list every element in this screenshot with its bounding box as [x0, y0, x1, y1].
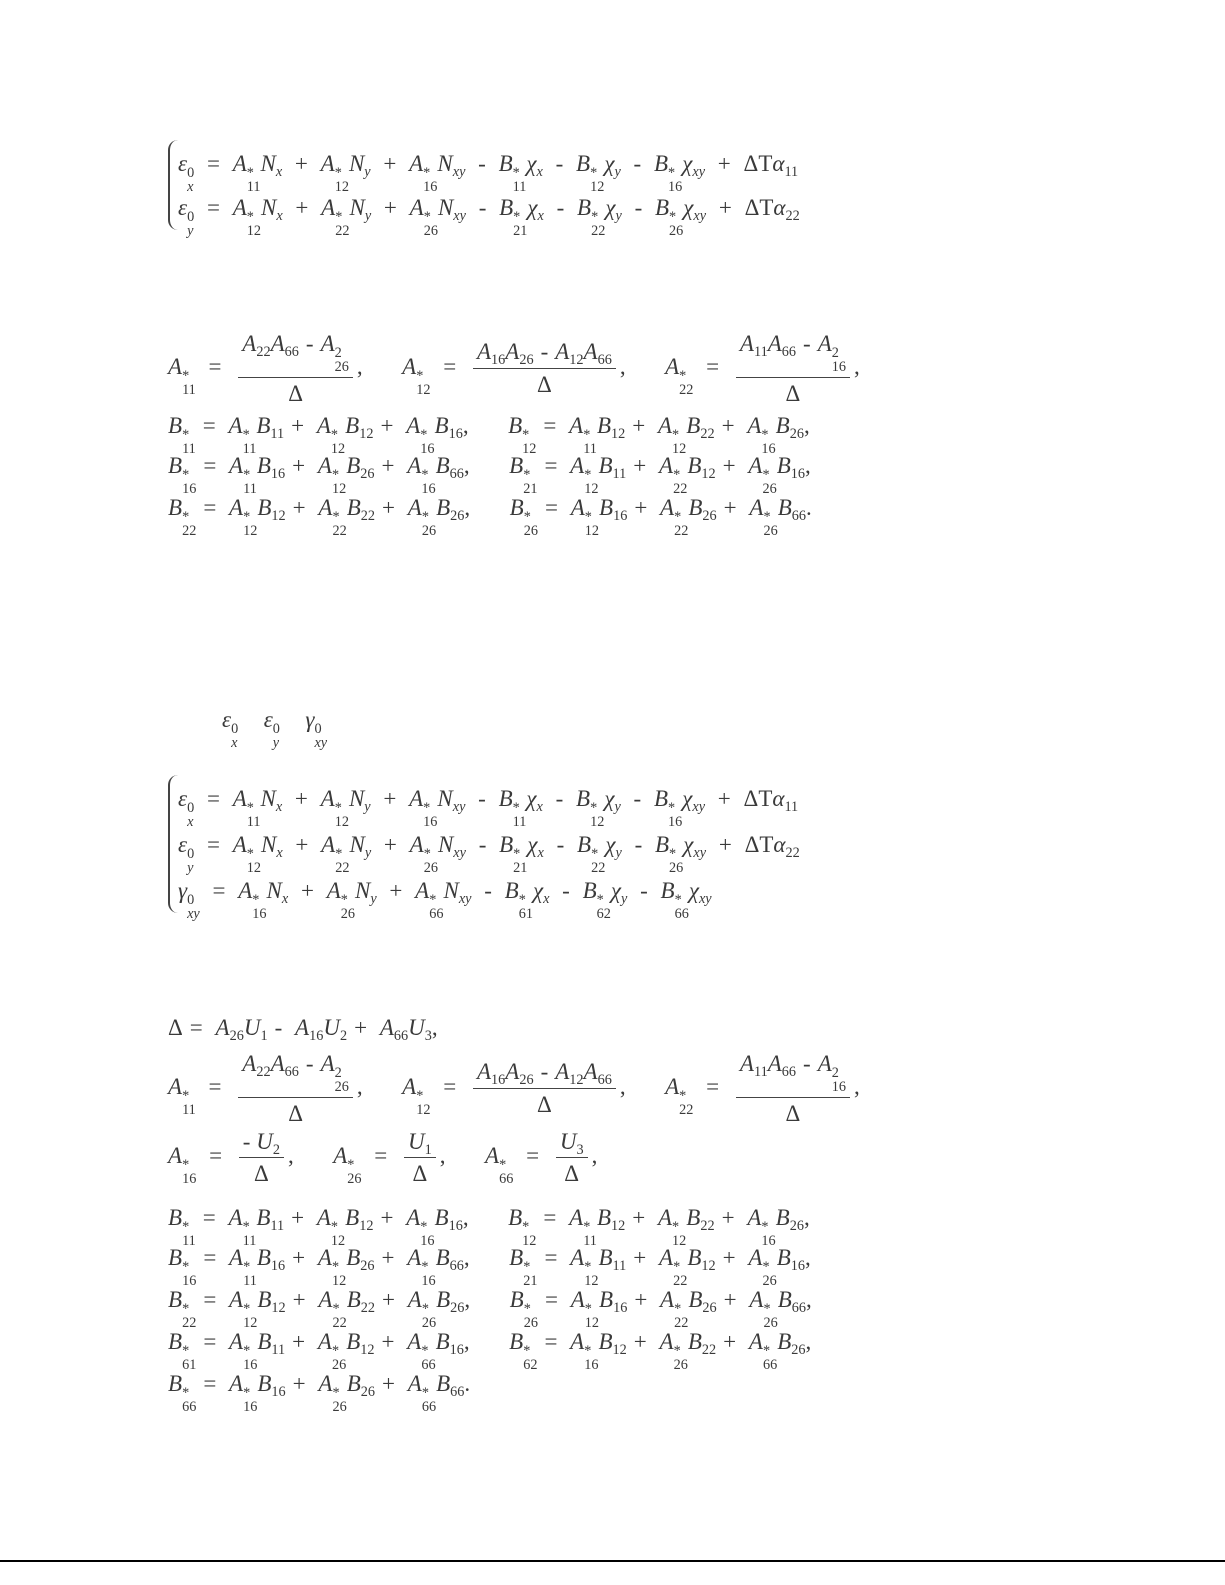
b-star-row-5: B * 66 = A * 16 $B_{16} + A$ * 26 $B_{26} + A$ * 66 $B_{66}$. [168, 1371, 471, 1415]
system-brace [168, 775, 800, 922]
b-star-row-2: B * 16 = A * 11 $B_{16} + A$ * 12 $B_{26} + A$ * 16 $B_{66}$, B * 21 = A * 12 $B_{11} + A$ * 22 $B_{12} + A$ * 26 $B_{16}$, [168, 1245, 811, 1289]
fraction: $A_{11}A_{66}$ - A 2 16 Δ [736, 330, 850, 407]
delta-definition: $\Delta = A_{26}U_1 - A_{16}U_2 + A_{66}U_3$, [168, 1015, 438, 1044]
a-star-fractions: A * 11 = $A_{22}A_{66}$ - A 2 26 Δ , A * 12 = $\frac{A_{16}A_{26} - A_{12}A_{66}}{\Delta}$ , A * 22 = $A_{11}A_{66}$ - A 2 16 Δ , [168, 331, 860, 406]
b-star-row-2: B * 16 = A * 11 $B_{16} + A$ * 12 $B_{26} + A$ * 16 $B_{66}$, B * 21 = A * 12 $B_{11} + A$ * 22 $B_{12} + A$ * 26 $B_{16}$, [168, 453, 811, 497]
strain-symbol-row: ε 0 x ε 0 y γ 0 xy [222, 707, 328, 751]
equation-eps-y: ε 0 y = A * 12 $N_x + A$ * 22 $N_y + A$ * 26 $N_{xy}$ - B * 21 $\chi_x$ - B * 22 $\chi_y$ - B * 26 $\chi_{xy} + \Delta T\alpha_{22}$ [178, 832, 800, 876]
fraction: $A_{22}A_{66}$ - A 2 26 Δ [238, 1050, 353, 1127]
equation-system-3 [168, 775, 800, 922]
b-star-row-3: B * 22 = A * 12 $B_{12} + A$ * 22 $B_{22} + A$ * 26 $B_{26}$, B * 26 = A * 12 $B_{16} + A$ * 22 $B_{26} + A$ * 26 $B_{66}$, [168, 1287, 812, 1331]
a-star-u-fractions: A * 16 = $\frac{- U_2}{\Delta}$ , A * 26 = $\frac{U_1}{\Delta}$ , A * 66 = $\frac{U_3}{\Delta}$ , [168, 1128, 598, 1187]
equation-eps-y: ε 0 y = A * 12 $N_x + A$ * 22 $N_y + A$ * 26 $N_{xy}$ - B * 21 $\chi_x$ - B * 22 $\chi_y$ - B * 26 $\chi_{xy} + \Delta T\alpha_{22}$ [178, 195, 800, 239]
fraction: $\frac{U_3}{\Delta}$ [556, 1128, 588, 1188]
equation-eps-x: ε 0 x = A * 11 $N_x + A$ * 12 $N_y + A$ * 16 $N_{xy}$ - B * 11 $\chi_x$ - B * 12 $\chi_y$ - B * 16 $\chi_{xy} + \Delta T\alpha_{11}$ [178, 151, 799, 195]
fraction: $\frac{U_1}{\Delta}$ [404, 1128, 436, 1188]
b-star-row-3: B * 22 = A * 12 $B_{12} + A$ * 22 $B_{22} + A$ * 26 $B_{26}$, B * 26 = A * 12 $B_{16} + A$ * 22 $B_{26} + A$ * 26 $B_{66}$. [168, 495, 812, 539]
a-star-fractions: A * 11 = $A_{22}A_{66}$ - A 2 26 Δ , A * 12 = $\frac{A_{16}A_{26} - A_{12}A_{66}}{\Delta}$ , A * 22 = $A_{11}A_{66}$ - A 2 16 Δ , [168, 1051, 860, 1126]
equation-system-2 [168, 140, 800, 239]
page-bottom-rule [0, 1560, 1225, 1562]
fraction: $\frac{- U_2}{\Delta}$ [239, 1128, 284, 1188]
equation-eps-x: ε 0 x = A * 11 $N_x + A$ * 12 $N_y + A$ * 16 $N_{xy}$ - B * 11 $\chi_x$ - B * 12 $\chi_y$ - B * 16 $\chi_{xy} + \Delta T\alpha_{11}$ [178, 786, 799, 830]
b-star-row-1: B * 11 = A * 11 $B_{11} + A$ * 12 $B_{12} + A$ * 16 $B_{16}$, B * 12 = A * 11 $B_{12} + A$ * 12 $B_{22} + A$ * 16 $B_{26}$, [168, 1205, 810, 1249]
b-star-row-4: B * 61 = A * 16 $B_{11} + A$ * 26 $B_{12} + A$ * 66 $B_{16}$, B * 62 = A * 16 $B_{12} + A$ * 26 $B_{22} + A$ * 66 $B_{26}$, [168, 1329, 812, 1373]
fraction: $\frac{A_{16}A_{26} - A_{12}A_{66}}{\Delta}$ [473, 1058, 616, 1118]
fraction: $A_{11}A_{66}$ - A 2 16 Δ [736, 1050, 850, 1127]
fraction: $\frac{A_{16}A_{26} - A_{12}A_{66}}{\Delta}$ [473, 338, 616, 398]
fraction: $A_{22}A_{66}$ - A 2 26 Δ [238, 330, 353, 407]
b-star-row-1: B * 11 = A * 11 $B_{11} + A$ * 12 $B_{12} + A$ * 16 $B_{16}$, B * 12 = A * 11 $B_{12} + A$ * 12 $B_{22} + A$ * 16 $B_{26}$, [168, 413, 810, 457]
system-brace [168, 140, 800, 239]
equation-gamma-xy: γ 0 xy = A * 16 $N_x + A$ * 26 $N_y + A$ * 66 $N_{xy}$ - B * 61 $\chi_x$ - B * 62 $\chi_y$ - B * 66 $\chi_{xy}$ [178, 878, 712, 922]
